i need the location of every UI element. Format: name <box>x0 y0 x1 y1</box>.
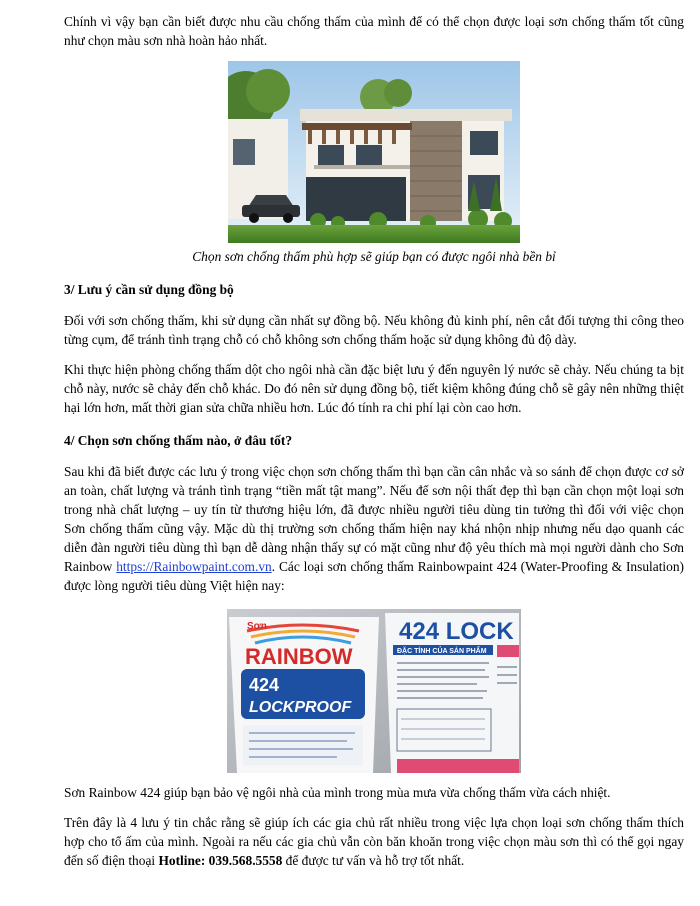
section-3-paragraph-2: Khi thực hiện phòng chống thấm dột cho ngôi nhà cần đặc biệt lưu ý đến nguyên lý nước sẽ chảy. Nếu chúng ta bịt chỗ này, nước sẽ chảy đến chỗ khác. Do đó nên sử dụng đồng bộ, tiết kiệm không đúng chỗ sẽ gây nên những thiệt hại lớn hơn, mất thời gian sửa chữa nhiều hơn. Lúc đó tính ra chi phí lại còn cao hơn. <box>64 362 684 415</box>
rainbow-424-product-photo <box>227 609 521 773</box>
hotline-text: Hotline: 039.568.5558 <box>158 853 283 868</box>
section-3-heading: 3/ Lưu ý cần sử dụng đồng bộ <box>64 282 234 297</box>
section-4-text-2: . Các loại sơn chống thấm Rainbowpaint 424 (Water-Proofing & Insulation) được lòng người tiêu dùng Việt hiện nay: <box>64 559 684 593</box>
closing-paragraph <box>64 813 684 870</box>
section-4-paragraph <box>64 462 684 595</box>
rainbowpaint-link[interactable]: https://Rainbowpaint.com.vn <box>116 559 272 574</box>
closing-text-2: để được tư vấn và hỗ trợ tốt nhất. <box>282 853 465 868</box>
section-4-heading: 4/ Chọn sơn chống thấm nào, ở đâu tốt? <box>64 433 293 448</box>
product-right-title: 424 LOCK <box>399 618 514 645</box>
house-figure <box>64 61 684 266</box>
section-4-text-1: Sau khi đã biết được các lưu ý trong việc chọn sơn chống thấm thì bạn cần cân nhắc và so sánh để chọn được cơ sở an toàn, chất lượng và tránh tình trạng “tiền mất tật mang”. Nếu để sơn nội thất đẹp thì bạn cần chọn một loại sơn trong nhà chất lượng – uy tín từ thương hiệu lớn, đã được nhiều người tiêu dùng tin tưởng thì đối với việc chọn Sơn chống thấm cũng vậy. Mặc dù thị trường sơn chống thấm hiện nay khá nhộn nhịp nhưng nếu dạo quanh các diễn đàn người tiêu dùng thì bạn dễ dàng nhận thấy sự có mặt cũng như độ yêu thích mà mọi người dành cho Sơn Rainbow <box>64 464 684 574</box>
document-page <box>64 12 684 870</box>
section-3-paragraph-1: Đối với sơn chống thấm, khi sử dụng cần nhất sự đồng bộ. Nếu không đủ kinh phí, nên cắt đối tượng thi công theo từng cụm, để tránh tình trạng chỗ có chỗ không sơn chống thấm hoặc sử dụng không đủ độ dày. <box>64 313 684 347</box>
product-name: LOCKPROOF <box>249 699 352 716</box>
product-right-subtitle: ĐẶC TÍNH CỦA SẢN PHẨM <box>397 648 487 655</box>
product-number: 424 <box>249 675 280 695</box>
product-summary-paragraph: Sơn Rainbow 424 giúp bạn bảo vệ ngôi nhà của mình trong mùa mưa vừa chống thấm vừa cách nhiệt. <box>64 785 611 800</box>
closing-text-1: Trên đây là 4 lưu ý tin chắc rằng sẽ giúp ích các gia chủ rất nhiều trong việc lựa chọn loại sơn chống thấm thích hợp cho tổ ấm của mình. Ngoài ra nếu các gia chủ vẫn còn băn khoăn trong việc chọn màu sơn thì có thể gọi ngay đến số điện thoại <box>64 815 684 868</box>
product-brand: RAINBOW <box>245 644 353 669</box>
intro-paragraph: Chính vì vậy bạn cần biết được nhu cầu chống thấm của mình để có thể chọn được loại sơn chống thấm tốt cũng như chọn màu sơn nhà hoàn hảo nhất. <box>64 14 684 48</box>
product-brand-small: Sơn <box>247 621 267 632</box>
house-photo <box>228 61 520 243</box>
house-caption: Chọn sơn chống thấm phù hợp sẽ giúp bạn có được ngôi nhà bền bỉ <box>192 249 556 264</box>
